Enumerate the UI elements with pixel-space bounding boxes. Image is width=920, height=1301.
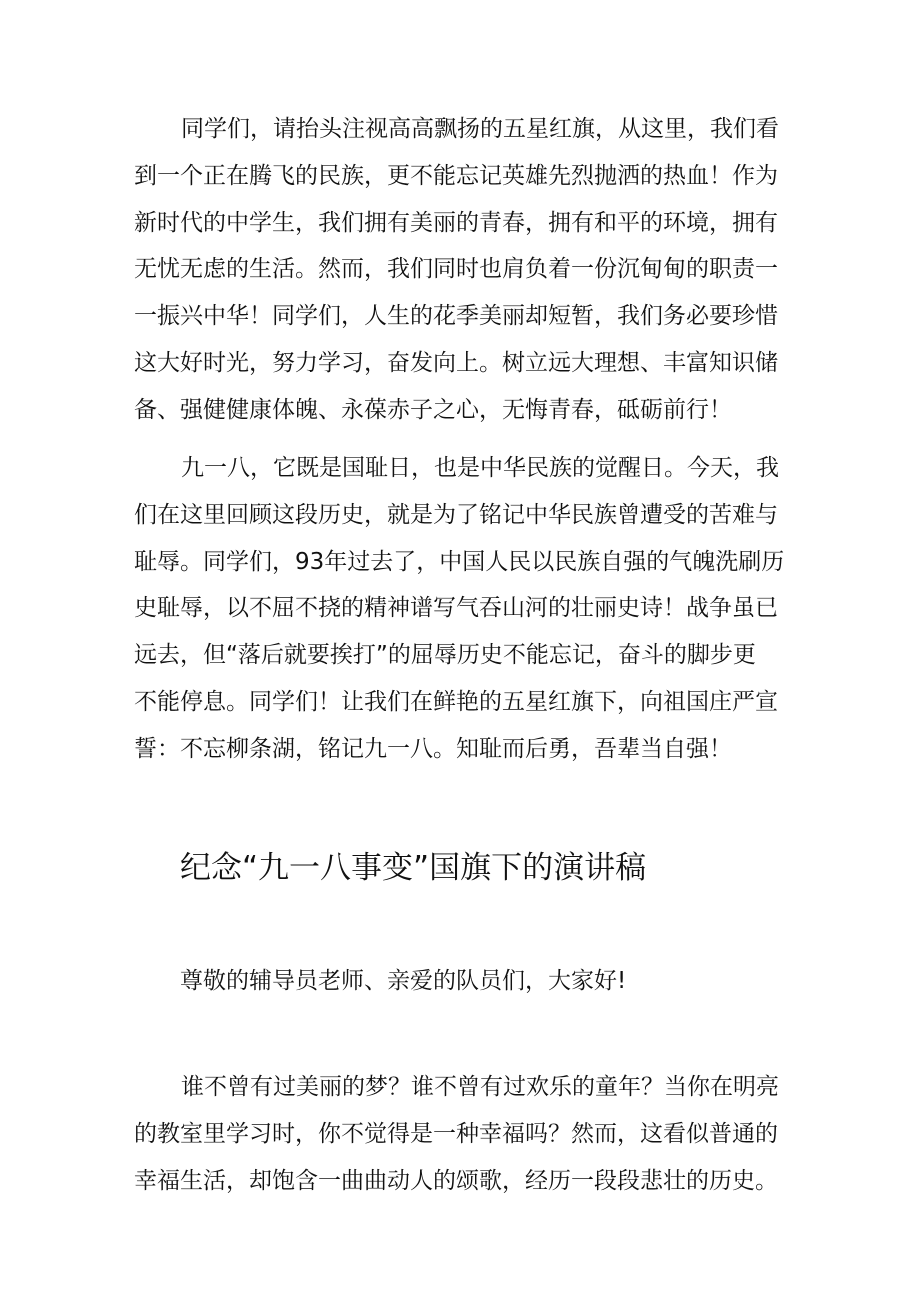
paragraph-line: 远去，但“落后就要挨打”的屈辱历史不能忘记，奋斗的脚步更 xyxy=(134,642,756,669)
paragraph-line: 耻辱。同学们，93年过去了，中国人民以民族自强的气魄洗刷历 xyxy=(134,548,785,575)
paragraph-line: 的教室里学习时，你不觉得是一种幸福吗？然而，这看似普通的 xyxy=(134,1120,778,1147)
paragraph-line: 同学们，请抬头注视高高飘扬的五星红旗，从这里，我们看 xyxy=(181,116,779,142)
paragraph-2 xyxy=(134,445,786,773)
paragraph-3 xyxy=(134,1064,786,1204)
paragraph-line: 幸福生活，却饱含一曲曲动人的颂歌，经历一段段悲壮的历史。 xyxy=(134,1167,778,1194)
paragraph-line: 史耻辱，以不屈不挠的精神谱写气吞山河的壮丽史诗！战争虽已 xyxy=(134,595,778,622)
paragraph-line: 一振兴中华！同学们，人生的花季美丽却短暂，我们务必要珍惜 xyxy=(134,303,778,330)
paragraph-line: 誓：不忘柳条湖，铭记九一八。知耻而后勇，吾辈当自强！ xyxy=(134,735,732,762)
paragraph-line: 备、强健健康体魄、永葆赤子之心，无悔青春，砥砺前行！ xyxy=(134,396,732,423)
paragraph-line: 九一八，它既是国耻日，也是中华民族的觉醒日。今天，我 xyxy=(181,455,779,481)
paragraph-line: 们在这里回顾这段历史，就是为了铭记中华民族曾遭受的苦难与 xyxy=(134,501,778,528)
speech-title: 纪念“九一八事变”国旗下的演讲稿 xyxy=(180,850,647,886)
paragraph-line: 谁不曾有过美丽的梦？谁不曾有过欢乐的童年？当你在明亮 xyxy=(181,1074,779,1100)
paragraph-line: 到一个正在腾飞的民族，更不能忘记英雄先烈抛洒的热血！作为 xyxy=(134,162,778,189)
paragraph-line: 这大好时光，努力学习，奋发向上。树立远大理想、丰富知识储 xyxy=(134,349,778,376)
paragraph-line: 不能停息。同学们！让我们在鲜艳的五星红旗下，向祖国庄严宣 xyxy=(134,688,778,715)
salutation: 尊敬的辅导员老师、亲爱的队员们，大家好! xyxy=(180,968,627,994)
paragraph-1 xyxy=(134,106,786,434)
paragraph-line: 新时代的中学生，我们拥有美丽的青春，拥有和平的环境，拥有 xyxy=(134,209,778,236)
paragraph-line: 无忧无虑的生活。然而，我们同时也肩负着一份沉甸甸的职责一 xyxy=(134,256,778,283)
